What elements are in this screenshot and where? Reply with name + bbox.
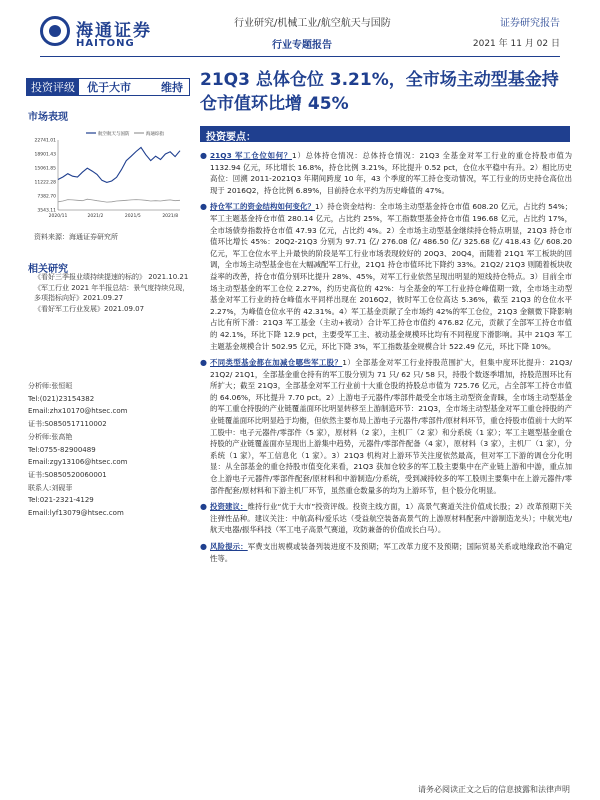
- analyst-line: Tel:(021)23154382: [28, 394, 95, 403]
- key-points-header: [200, 126, 570, 142]
- rating-label: 投资评级: [27, 79, 79, 95]
- key-point-lead: 投资建议：: [210, 502, 248, 512]
- key-point-lead: 不同类型基金都在加减仓哪些军工股？: [210, 358, 343, 368]
- chart-source: 资料来源：海通证券研究所: [34, 233, 118, 241]
- legend-label: 航空航天与国防: [98, 132, 130, 137]
- key-point-lead: 21Q3 军工仓位如何？: [210, 151, 292, 160]
- bullet-icon: ●: [200, 151, 207, 160]
- x-tick-label: 2021/5: [124, 214, 141, 219]
- x-tick-label: 2020/11: [48, 214, 68, 219]
- key-point-text: 1）总体持仓情况：总体持仓情况：21Q3 全基金对军工行业的重仓持股市值为 1132.94 亿元，环比增长 16.8%，持仓比例 3.21%，环比提升 0.52 pct，仓位水平稳中有升。2）相比历史高位：回溯 2011-2021Q3 年期间跨度 10 年，43 个季度的军工持仓变动情况，军工行业的历史持仓高位出现于 2016Q2，持仓比例 6.89%，目前持仓水平约为历史峰值的 47%。: [210, 151, 572, 195]
- related-research-list: [34, 272, 194, 315]
- series-line: [58, 147, 180, 182]
- key-point-text: 维持行业“优于大市”投资评级。投资主线方面，1）高景气赛道关注价值成长股；2）改革预期下关注弹性品种。建议关注：中航高科/爱乐达（受益航空装备高景气的上游原材料配套/中游制造龙头）；中航光电/航天电器/振华科技（军工电子高景气赛道，攻防兼备的价值成长白马）。: [210, 502, 572, 535]
- analyst-line: Tel:0755-82900489: [28, 445, 96, 454]
- legend-label: 海通综指: [146, 132, 164, 137]
- key-point-paragraph: [200, 201, 572, 352]
- industry-category: 行业研究/机械工业/航空航天与国防: [234, 18, 391, 29]
- analyst-line: 联系人:刘砚菲: [28, 483, 73, 492]
- key-points-body: [200, 150, 572, 569]
- key-point-text: 1）全部基金对军工行业持股范围扩大，但集中度环比提升：21Q3/ 21Q2/ 21Q1，全部基金重仓持有的军工股分别为 71 只/ 62 只/ 58 只，持股个数逐季增加，持股范围环比有所扩大；截至 21Q3，全部基金对军工行业前十大重仓股的持股总市值为 725.76 亿元，占全部军工持仓市值的 64.06%，环比提升 7.70 pct。2）上游电子元器件/零部件最受全市场主动型资金青睐，全市场主动型基金的军工重仓持股的产业链覆盖面环比明显转移至上游制造环节：21Q3，全市场主动型基金对军工重仓持股的产业链覆盖面环比明显趋于均衡，但依然主要布局上游电子元器件/零部件/原材料环节，重仓持股市值前十大的军工股中：电子元器件/零部件（5 家），原材料（2 家），主机厂（2 家）和分系统（1 家）；军工主题型基金重仓持股的产业链覆盖面亦呈现出上游集中趋势，元器件/零部件配备（4 家），原材料（3 家），主机厂（1 家），分系统（1 家），军工信息化（1 家）。3）21Q3 机构对上游环节关注度依然最高，但对军工下游的调仓分化明显：从全部基金的重仓持股市值变化来看，21Q3 获加仓较多的军工股主要集中在产业链上游和中游，重点加仓上游电子元器件/零部件配套/原材料和中游制造/分系统，受到减持较多的军工股则主要集中在上游元器件/零部件配套/原材料和下游主机厂环节，虽然重仓数量多的均为上游环节，但个股分化明显。: [210, 358, 572, 495]
- key-point-text: 1）持仓资金结构：全市场主动型基金持仓市值 608.20 亿元，占比约 54%；军工主题基金持仓市值 280.14 亿元，占比约 25%，军工指数型基金持仓市值 196.68 亿元，占比约 17%，全市场债券指数持仓市值 47.93 亿元，占比约 4%。2）全市场主动型基金继续持仓特点明显，21Q3 持仓市值环比增长 45%：20Q2-21Q3 分别为 97.71 亿/ 276.08 亿/ 486.50 亿/ 325.68 亿/ 418.43 亿/ 608.20 亿元，军工仓位水平上升最快的阶段是军工行业市场表现较好的 20Q3、20Q4，而随着 21Q1 军工板块的回调，全市场主动型基金也在大幅减配军工行业，21Q1 持仓市值环比下降约 33%。21Q2/ 21Q3 则随着板块收益率的改善，持仓市值分别环比提升 28%、45%，对军工行业依然呈现出明显的短线持仓特点。3）目前全市场主动型基金的军工仓位 2.27%，约历史高位的 42%：与全基金的军工行业持仓峰值期一致，全市场主动型基金对军工行业的持仓峰值水平同样出现在 2016Q2，彼时军工仓位高达 5.36%，截至 21Q3 的仓位水平 2.27%，为峰值仓位水平的 42.31%。4）军工基金贡献了全市场约 42%的军工仓位，21Q3 金额微下降影响占比有所下滑：21Q3 军工基金（主动+被动）合计军工持仓市值约 476.82 亿元，贡献了全部军工持仓市值的 42.1%，环比下降 12.9 pct，主要受军工主、被动基金规模环比均有不同程度下滑影响。其中 21Q3 军工主题基金规模合计 502.95 亿元，环比下降 3%，军工指数基金规模合计 522.49 亿元，环比下降 10%。: [210, 202, 572, 351]
- y-tick-label: 11222.28: [34, 180, 56, 186]
- y-tick-label: 7382.70: [37, 194, 56, 200]
- key-point-lead: 持仓军工的资金结构如何变化？: [210, 202, 316, 212]
- y-tick-label: 22741.01: [34, 138, 56, 144]
- analyst-line[interactable]: Email:zgy13106@htsec.com: [28, 458, 128, 467]
- y-tick-label: 3543.11: [37, 208, 56, 214]
- haitong-logo: [40, 16, 160, 60]
- key-point-text: 军费支出规模或装备列装进度不及预期；军工改革力度不及预期；国际贸易关系或地缘政治不确定性等。: [210, 542, 572, 563]
- analyst-line: 证书:S0850517110002: [28, 420, 107, 429]
- logo-chinese-text: 海通证券: [76, 21, 152, 41]
- analyst-line: 分析师:张高艳: [28, 432, 73, 441]
- related-item[interactable]: 《军工行业 2021 年半报总结：景气度持续兑现，多项指标向好》2021.09.27: [34, 284, 190, 302]
- analyst-line: Tel:021-2321-4129: [28, 496, 94, 505]
- analyst-contacts: [28, 380, 193, 520]
- report-date: 2021 年 11 月 02 日: [472, 39, 560, 49]
- analyst-line: 分析师:张恒晅: [28, 382, 73, 390]
- analyst-line[interactable]: Email:lyf13079@htsec.com: [28, 509, 124, 518]
- key-point-paragraph: [200, 541, 572, 564]
- header-divider: [40, 56, 560, 57]
- key-point-paragraph: [200, 150, 572, 196]
- bullet-icon: ●: [200, 202, 207, 212]
- series-line: [58, 199, 180, 202]
- report-type: 行业专题报告: [272, 40, 332, 51]
- disclaimer-footer: 请务必阅读正文之后的信息披露和法律声明: [418, 785, 570, 794]
- key-point-lead: 风险提示：: [210, 542, 248, 551]
- key-point-paragraph: [200, 357, 572, 496]
- rating-value: 优于大市: [87, 81, 131, 94]
- analyst-line: 证书:S0850520060001: [28, 470, 107, 479]
- y-tick-label: 15061.85: [34, 166, 56, 172]
- bullet-icon: ●: [200, 542, 207, 551]
- report-header: [0, 0, 600, 66]
- related-item[interactable]: 《看好三季报业绩持续提速的标的》 2021.10.21: [34, 273, 189, 281]
- investment-rating: [26, 78, 190, 96]
- haitong-logo-icon: [40, 16, 70, 46]
- rating-status: 维持: [161, 81, 183, 94]
- logo-english-text: HAITONG: [76, 38, 135, 49]
- x-tick-label: 2021/2: [87, 214, 104, 219]
- related-research-title: 相关研究: [28, 264, 68, 275]
- related-item[interactable]: 《看好军工行业发展》2021.09.07: [34, 305, 145, 313]
- market-section-title: 市场表现: [28, 112, 68, 123]
- market-chart-svg: [28, 128, 188, 226]
- bullet-icon: ●: [200, 502, 207, 512]
- x-tick-label: 2021/8: [162, 214, 179, 219]
- bullet-icon: ●: [200, 358, 207, 368]
- y-tick-label: 18901.43: [34, 152, 56, 158]
- market-performance-chart: [28, 128, 188, 226]
- report-class: 证券研究报告: [500, 18, 560, 29]
- key-points-label: 投资要点：: [206, 132, 256, 143]
- report-title: 21Q3 总体仓位 3.21%，全市场主动型基金持仓市值环比增 45%: [200, 70, 559, 114]
- analyst-line[interactable]: Email:zhx10170@htsec.com: [28, 407, 128, 416]
- key-point-paragraph: [200, 501, 572, 536]
